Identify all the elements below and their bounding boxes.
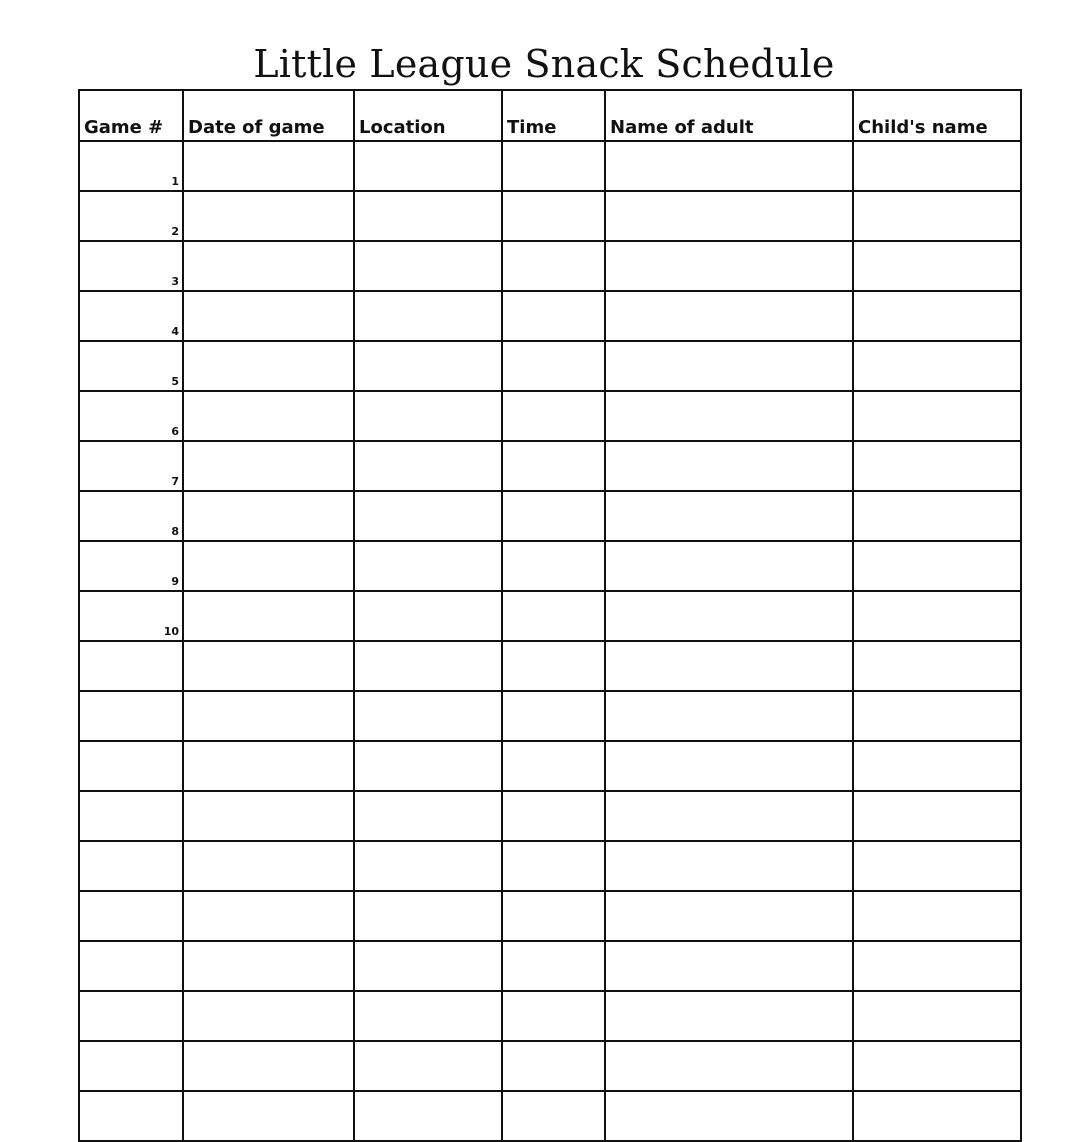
childs-name-cell[interactable]: [853, 891, 1021, 941]
childs-name-cell[interactable]: [853, 341, 1021, 391]
table-row: [79, 991, 1021, 1041]
table-row: [79, 391, 1021, 441]
game-number-cell: [79, 641, 183, 691]
game-number-cell: 8: [79, 491, 183, 541]
name-of-adult-cell[interactable]: [605, 291, 853, 341]
childs-name-cell[interactable]: [853, 841, 1021, 891]
game-number-cell: 3: [79, 241, 183, 291]
column-header-childs-name: Child's name: [853, 90, 1021, 141]
table-row: [79, 791, 1021, 841]
game-number-cell: 2: [79, 191, 183, 241]
childs-name-cell[interactable]: [853, 641, 1021, 691]
game-number-cell: [79, 891, 183, 941]
date-of-game-cell[interactable]: [183, 891, 354, 941]
date-of-game-cell[interactable]: [183, 391, 354, 441]
game-number-cell: [79, 841, 183, 891]
location-cell[interactable]: [354, 441, 502, 491]
table-row: [79, 641, 1021, 691]
game-number-cell: [79, 741, 183, 791]
game-number-cell: 9: [79, 541, 183, 591]
childs-name-cell[interactable]: [853, 391, 1021, 441]
date-of-game-cell[interactable]: [183, 341, 354, 391]
table-row: [79, 441, 1021, 491]
location-cell[interactable]: [354, 841, 502, 891]
date-of-game-cell[interactable]: [183, 791, 354, 841]
game-number-cell: [79, 1091, 183, 1141]
name-of-adult-cell[interactable]: [605, 641, 853, 691]
time-cell[interactable]: [502, 991, 605, 1041]
date-of-game-cell[interactable]: [183, 991, 354, 1041]
date-of-game-cell[interactable]: [183, 241, 354, 291]
time-cell[interactable]: [502, 641, 605, 691]
childs-name-cell[interactable]: [853, 741, 1021, 791]
table-body: [79, 141, 1021, 1141]
table-row: [79, 541, 1021, 591]
childs-name-cell[interactable]: [853, 241, 1021, 291]
time-cell[interactable]: [502, 691, 605, 741]
name-of-adult-cell[interactable]: [605, 141, 853, 191]
childs-name-cell[interactable]: [853, 1041, 1021, 1091]
location-cell[interactable]: [354, 691, 502, 741]
name-of-adult-cell[interactable]: [605, 591, 853, 641]
date-of-game-cell[interactable]: [183, 141, 354, 191]
name-of-adult-cell[interactable]: [605, 391, 853, 441]
column-header-name-of-adult: Name of adult: [605, 90, 853, 141]
date-of-game-cell[interactable]: [183, 691, 354, 741]
game-number-cell: 6: [79, 391, 183, 441]
name-of-adult-cell[interactable]: [605, 341, 853, 391]
childs-name-cell[interactable]: [853, 191, 1021, 241]
location-cell[interactable]: [354, 491, 502, 541]
childs-name-cell[interactable]: [853, 541, 1021, 591]
game-number-cell: [79, 991, 183, 1041]
snack-schedule-table: [78, 89, 1022, 1142]
name-of-adult-cell[interactable]: [605, 1041, 853, 1091]
time-cell[interactable]: [502, 591, 605, 641]
location-cell[interactable]: [354, 291, 502, 341]
name-of-adult-cell[interactable]: [605, 191, 853, 241]
date-of-game-cell[interactable]: [183, 491, 354, 541]
location-cell[interactable]: [354, 1041, 502, 1091]
name-of-adult-cell[interactable]: [605, 691, 853, 741]
time-cell[interactable]: [502, 291, 605, 341]
time-cell[interactable]: [502, 1091, 605, 1141]
childs-name-cell[interactable]: [853, 991, 1021, 1041]
childs-name-cell[interactable]: [853, 141, 1021, 191]
location-cell[interactable]: [354, 941, 502, 991]
name-of-adult-cell[interactable]: [605, 741, 853, 791]
game-number-cell: 5: [79, 341, 183, 391]
column-header-date-of-game: Date of game: [183, 90, 354, 141]
childs-name-cell[interactable]: [853, 591, 1021, 641]
location-cell[interactable]: [354, 391, 502, 441]
table-row: [79, 691, 1021, 741]
location-cell[interactable]: [354, 591, 502, 641]
location-cell[interactable]: [354, 1091, 502, 1141]
time-cell[interactable]: [502, 191, 605, 241]
childs-name-cell[interactable]: [853, 691, 1021, 741]
date-of-game-cell[interactable]: [183, 1041, 354, 1091]
location-cell[interactable]: [354, 341, 502, 391]
game-number-cell: 10: [79, 591, 183, 641]
location-cell[interactable]: [354, 141, 502, 191]
table-row: [79, 941, 1021, 991]
table-row: [79, 741, 1021, 791]
name-of-adult-cell[interactable]: [605, 941, 853, 991]
location-cell[interactable]: [354, 641, 502, 691]
date-of-game-cell[interactable]: [183, 291, 354, 341]
name-of-adult-cell[interactable]: [605, 991, 853, 1041]
time-cell[interactable]: [502, 141, 605, 191]
time-cell[interactable]: [502, 391, 605, 441]
table-row: [79, 891, 1021, 941]
childs-name-cell[interactable]: [853, 1091, 1021, 1141]
table-row: [79, 1091, 1021, 1141]
game-number-cell: 4: [79, 291, 183, 341]
time-cell[interactable]: [502, 491, 605, 541]
table-row: [79, 591, 1021, 641]
name-of-adult-cell[interactable]: [605, 891, 853, 941]
location-cell[interactable]: [354, 741, 502, 791]
date-of-game-cell[interactable]: [183, 1091, 354, 1141]
location-cell[interactable]: [354, 541, 502, 591]
column-header-time: Time: [502, 90, 605, 141]
childs-name-cell[interactable]: [853, 491, 1021, 541]
name-of-adult-cell[interactable]: [605, 541, 853, 591]
time-cell[interactable]: [502, 541, 605, 591]
time-cell[interactable]: [502, 1041, 605, 1091]
date-of-game-cell[interactable]: [183, 541, 354, 591]
name-of-adult-cell[interactable]: [605, 441, 853, 491]
date-of-game-cell[interactable]: [183, 741, 354, 791]
date-of-game-cell[interactable]: [183, 841, 354, 891]
time-cell[interactable]: [502, 941, 605, 991]
time-cell[interactable]: [502, 241, 605, 291]
column-header-location: Location: [354, 90, 502, 141]
date-of-game-cell[interactable]: [183, 941, 354, 991]
table-row: [79, 141, 1021, 191]
column-header-game-number: Game #: [79, 90, 183, 141]
time-cell[interactable]: [502, 341, 605, 391]
table-row: [79, 241, 1021, 291]
table-row: [79, 341, 1021, 391]
table-row: [79, 841, 1021, 891]
location-cell[interactable]: [354, 241, 502, 291]
date-of-game-cell[interactable]: [183, 591, 354, 641]
childs-name-cell[interactable]: [853, 291, 1021, 341]
game-number-cell: [79, 691, 183, 741]
name-of-adult-cell[interactable]: [605, 491, 853, 541]
table-row: [79, 491, 1021, 541]
childs-name-cell[interactable]: [853, 791, 1021, 841]
name-of-adult-cell[interactable]: [605, 841, 853, 891]
childs-name-cell[interactable]: [853, 441, 1021, 491]
game-number-cell: [79, 941, 183, 991]
game-number-cell: 7: [79, 441, 183, 491]
childs-name-cell[interactable]: [853, 941, 1021, 991]
time-cell[interactable]: [502, 841, 605, 891]
date-of-game-cell[interactable]: [183, 641, 354, 691]
page-title: Little League Snack Schedule: [253, 42, 835, 86]
time-cell[interactable]: [502, 891, 605, 941]
location-cell[interactable]: [354, 991, 502, 1041]
table-row: [79, 191, 1021, 241]
name-of-adult-cell[interactable]: [605, 791, 853, 841]
game-number-cell: [79, 1041, 183, 1091]
name-of-adult-cell[interactable]: [605, 1091, 853, 1141]
date-of-game-cell[interactable]: [183, 441, 354, 491]
header-row: [79, 90, 1021, 141]
game-number-cell: [79, 791, 183, 841]
location-cell[interactable]: [354, 791, 502, 841]
table-row: [79, 291, 1021, 341]
game-number-cell: 1: [79, 141, 183, 191]
location-cell[interactable]: [354, 191, 502, 241]
time-cell[interactable]: [502, 791, 605, 841]
location-cell[interactable]: [354, 891, 502, 941]
name-of-adult-cell[interactable]: [605, 241, 853, 291]
table-row: [79, 1041, 1021, 1091]
date-of-game-cell[interactable]: [183, 191, 354, 241]
time-cell[interactable]: [502, 441, 605, 491]
time-cell[interactable]: [502, 741, 605, 791]
